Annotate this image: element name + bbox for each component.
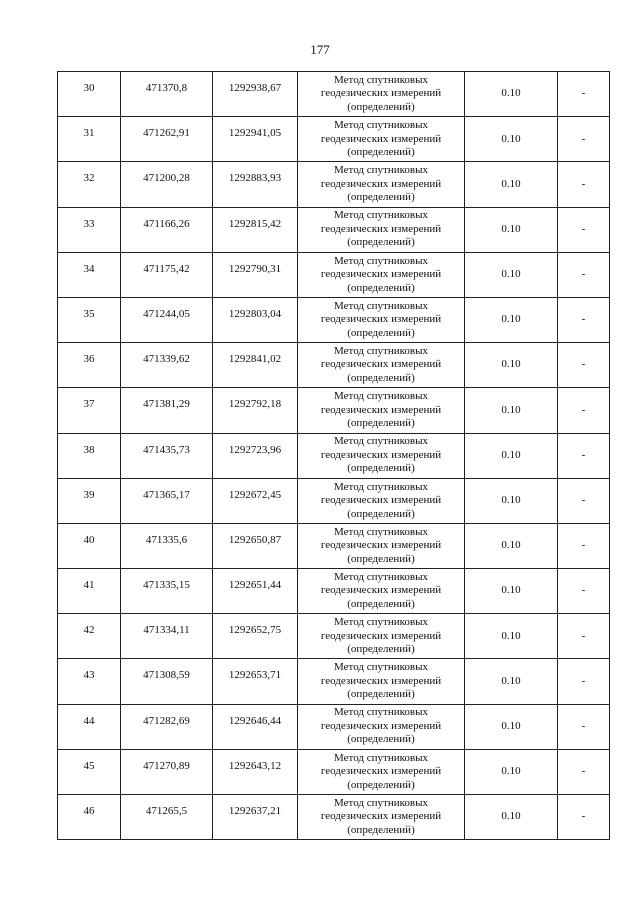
- point-number-cell: 32: [58, 162, 121, 207]
- x-coordinate-cell: 471308,59: [121, 659, 213, 704]
- accuracy-cell: 0.10: [465, 433, 558, 478]
- table-row: [58, 795, 610, 840]
- note-cell: -: [558, 659, 610, 704]
- x-coordinate-cell: 471175,42: [121, 252, 213, 297]
- accuracy-cell: 0.10: [465, 569, 558, 614]
- y-coordinate-cell: 1292815,42: [213, 207, 298, 252]
- note-cell: -: [558, 569, 610, 614]
- method-cell: Метод спутниковых геодезических измерений (определений): [298, 72, 465, 117]
- y-coordinate-cell: 1292650,87: [213, 523, 298, 568]
- y-coordinate-cell: 1292723,96: [213, 433, 298, 478]
- table-row: [58, 117, 610, 162]
- accuracy-cell: 0.10: [465, 72, 558, 117]
- table-row: [58, 162, 610, 207]
- point-number-cell: 31: [58, 117, 121, 162]
- accuracy-cell: 0.10: [465, 343, 558, 388]
- note-cell: -: [558, 343, 610, 388]
- method-cell: Метод спутниковых геодезических измерений (определений): [298, 659, 465, 704]
- point-number-cell: 36: [58, 343, 121, 388]
- accuracy-cell: 0.10: [465, 659, 558, 704]
- y-coordinate-cell: 1292653,71: [213, 659, 298, 704]
- point-number-cell: 42: [58, 614, 121, 659]
- note-cell: -: [558, 207, 610, 252]
- table-body: [58, 72, 610, 840]
- table-row: [58, 252, 610, 297]
- method-cell: Метод спутниковых геодезических измерений (определений): [298, 704, 465, 749]
- x-coordinate-cell: 471370,8: [121, 72, 213, 117]
- point-number-cell: 41: [58, 569, 121, 614]
- x-coordinate-cell: 471270,89: [121, 749, 213, 794]
- y-coordinate-cell: 1292941,05: [213, 117, 298, 162]
- accuracy-cell: 0.10: [465, 388, 558, 433]
- method-cell: Метод спутниковых геодезических измерений (определений): [298, 795, 465, 840]
- y-coordinate-cell: 1292643,12: [213, 749, 298, 794]
- page-number: 177: [310, 42, 330, 57]
- point-number-cell: 34: [58, 252, 121, 297]
- point-number-cell: 39: [58, 478, 121, 523]
- point-number-cell: 30: [58, 72, 121, 117]
- table-row: [58, 388, 610, 433]
- y-coordinate-cell: 1292652,75: [213, 614, 298, 659]
- x-coordinate-cell: 471365,17: [121, 478, 213, 523]
- y-coordinate-cell: 1292790,31: [213, 252, 298, 297]
- x-coordinate-cell: 471381,29: [121, 388, 213, 433]
- table-row: [58, 72, 610, 117]
- x-coordinate-cell: 471166,26: [121, 207, 213, 252]
- point-number-cell: 46: [58, 795, 121, 840]
- method-cell: Метод спутниковых геодезических измерений (определений): [298, 297, 465, 342]
- table-row: [58, 433, 610, 478]
- method-cell: Метод спутниковых геодезических измерений (определений): [298, 388, 465, 433]
- y-coordinate-cell: 1292646,44: [213, 704, 298, 749]
- x-coordinate-cell: 471244,05: [121, 297, 213, 342]
- point-number-cell: 35: [58, 297, 121, 342]
- y-coordinate-cell: 1292792,18: [213, 388, 298, 433]
- accuracy-cell: 0.10: [465, 614, 558, 659]
- note-cell: -: [558, 795, 610, 840]
- note-cell: -: [558, 478, 610, 523]
- table-row: [58, 523, 610, 568]
- x-coordinate-cell: 471265,5: [121, 795, 213, 840]
- method-cell: Метод спутниковых геодезических измерений (определений): [298, 162, 465, 207]
- method-cell: Метод спутниковых геодезических измерений (определений): [298, 614, 465, 659]
- y-coordinate-cell: 1292883,93: [213, 162, 298, 207]
- y-coordinate-cell: 1292672,45: [213, 478, 298, 523]
- x-coordinate-cell: 471282,69: [121, 704, 213, 749]
- note-cell: -: [558, 72, 610, 117]
- method-cell: Метод спутниковых геодезических измерений (определений): [298, 749, 465, 794]
- note-cell: -: [558, 614, 610, 659]
- x-coordinate-cell: 471334,11: [121, 614, 213, 659]
- table-row: [58, 297, 610, 342]
- table-row: [58, 343, 610, 388]
- note-cell: -: [558, 252, 610, 297]
- point-number-cell: 44: [58, 704, 121, 749]
- accuracy-cell: 0.10: [465, 478, 558, 523]
- table-row: [58, 207, 610, 252]
- accuracy-cell: 0.10: [465, 207, 558, 252]
- y-coordinate-cell: 1292637,21: [213, 795, 298, 840]
- point-number-cell: 33: [58, 207, 121, 252]
- note-cell: -: [558, 117, 610, 162]
- note-cell: -: [558, 433, 610, 478]
- x-coordinate-cell: 471335,6: [121, 523, 213, 568]
- method-cell: Метод спутниковых геодезических измерений (определений): [298, 252, 465, 297]
- note-cell: -: [558, 523, 610, 568]
- x-coordinate-cell: 471435,73: [121, 433, 213, 478]
- point-number-cell: 40: [58, 523, 121, 568]
- y-coordinate-cell: 1292841,02: [213, 343, 298, 388]
- x-coordinate-cell: 471339,62: [121, 343, 213, 388]
- x-coordinate-cell: 471262,91: [121, 117, 213, 162]
- point-number-cell: 43: [58, 659, 121, 704]
- method-cell: Метод спутниковых геодезических измерений (определений): [298, 523, 465, 568]
- y-coordinate-cell: 1292651,44: [213, 569, 298, 614]
- accuracy-cell: 0.10: [465, 523, 558, 568]
- point-number-cell: 38: [58, 433, 121, 478]
- table-row: [58, 614, 610, 659]
- x-coordinate-cell: 471200,28: [121, 162, 213, 207]
- table-row: [58, 569, 610, 614]
- table-row: [58, 704, 610, 749]
- note-cell: -: [558, 388, 610, 433]
- accuracy-cell: 0.10: [465, 749, 558, 794]
- accuracy-cell: 0.10: [465, 117, 558, 162]
- point-number-cell: 45: [58, 749, 121, 794]
- method-cell: Метод спутниковых геодезических измерений (определений): [298, 433, 465, 478]
- accuracy-cell: 0.10: [465, 704, 558, 749]
- note-cell: -: [558, 162, 610, 207]
- accuracy-cell: 0.10: [465, 162, 558, 207]
- accuracy-cell: 0.10: [465, 252, 558, 297]
- method-cell: Метод спутниковых геодезических измерений (определений): [298, 478, 465, 523]
- accuracy-cell: 0.10: [465, 297, 558, 342]
- y-coordinate-cell: 1292938,67: [213, 72, 298, 117]
- point-number-cell: 37: [58, 388, 121, 433]
- note-cell: -: [558, 297, 610, 342]
- x-coordinate-cell: 471335,15: [121, 569, 213, 614]
- note-cell: -: [558, 749, 610, 794]
- note-cell: -: [558, 704, 610, 749]
- method-cell: Метод спутниковых геодезических измерений (определений): [298, 569, 465, 614]
- method-cell: Метод спутниковых геодезических измерений (определений): [298, 343, 465, 388]
- table-row: [58, 478, 610, 523]
- table-row: [58, 659, 610, 704]
- accuracy-cell: 0.10: [465, 795, 558, 840]
- method-cell: Метод спутниковых геодезических измерений (определений): [298, 207, 465, 252]
- y-coordinate-cell: 1292803,04: [213, 297, 298, 342]
- method-cell: Метод спутниковых геодезических измерений (определений): [298, 117, 465, 162]
- coordinates-table: [57, 71, 610, 840]
- table-row: [58, 749, 610, 794]
